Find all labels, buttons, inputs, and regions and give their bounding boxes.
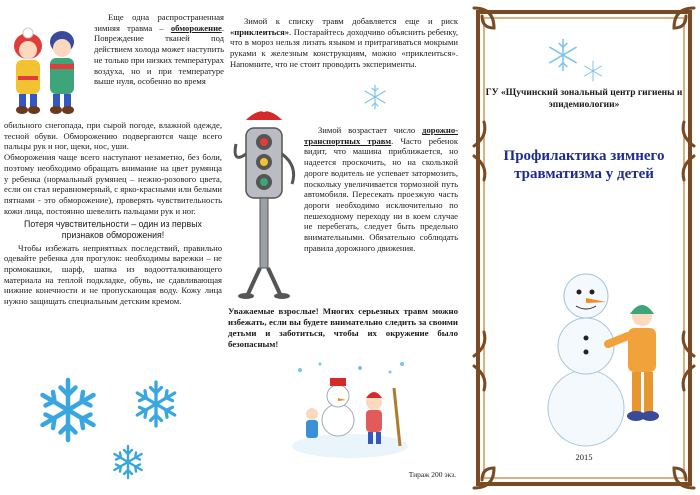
snowflake-icon <box>137 382 174 426</box>
snowflake-icon <box>362 84 388 110</box>
frostbite-subheading: Потеря чувствительности – один из первых признаков обморожения! <box>24 219 202 240</box>
child-building-snowman-illustration <box>524 248 674 448</box>
organization-name: ГУ «Щучинский зональный центр гигиены и эпидемиологии» <box>485 88 683 110</box>
adults-notice: Уважаемые взрослые! Многих серьезных травм можно избежать, если вы будете внимательно следить за своими детьми и заботиться, чтобы их окружение было безопасным! <box>228 306 458 349</box>
kids-with-snowman-illustration <box>290 358 410 458</box>
frostbite-body-continued: обильного снегопада, при сырой погоде, влажной одежде, тесной обуви. Обморожению подвергаются чаще всего пальцы рук и ног, щеки, нос, уши. <box>4 120 222 152</box>
frostbite-intro: Еще одна распространенная зимняя травма – обморожение. Повреждение тканей под действием холода может наступить не только при низких температурах воздуха, но и при температуре выше нуля, особенно во время <box>94 12 224 87</box>
panel-frostbite <box>0 0 226 495</box>
kids-in-winter-clothes-illustration <box>6 20 86 120</box>
frostbite-signs: Обморожения чаще всего наступают незаметно, без боли, поэтому необходимо обращать внимание на цвет румянца у ребенка (нормальный румянец – нежно-розового цвета, если он стал неравномерный, с ярко-красными или белыми пятнами - это обморожение), проверять чувствительность кожи лица, постоянно шевелить пальцами рук и ног. <box>4 152 222 216</box>
frostbite-term: обморожение <box>170 22 222 33</box>
snowflakes-decoration <box>28 370 188 485</box>
traffic-light-character-illustration <box>228 104 300 304</box>
brochure-title: Профилактика зимнего травматизма у детей <box>503 148 665 182</box>
panel-cover <box>464 0 700 495</box>
print-run: Тираж 200 экз. <box>408 470 456 479</box>
panel-injuries <box>228 0 460 495</box>
sticking-term: «приклеиться» <box>230 26 290 37</box>
road-injuries-term: дорожно-транспортных травм <box>304 125 458 146</box>
frostbite-body <box>4 120 222 307</box>
sticking-paragraph: Зимой к списку травм добавляется еще и риск «приклеиться». Постарайтесь доходчиво объяснить ребенку, что в мороз нельзя лизать языком и притрагиваться мокрыми руками к железным конструкциям, можно «приклеиться». Напомните, что не стоит проводить эксперименты. <box>230 16 458 69</box>
snowflake-icon <box>582 60 604 82</box>
road-injuries-paragraph: Зимой возрастает число дорожно-транспортных травм. Часто ребенок видит, что машина приближается, но надеется проскочить, но на скользкой дороге водитель не успевает затормозить, поскольку увеличивается тормозной путь автомобиля. Пересекать проезжую часть дороги необходимо исключительно по пешеходному переходу ни в коем случае не перебегать, следует быть предельно внимательными. Обязательно соблюдать правила дорожного движения. <box>304 125 458 253</box>
publication-year: 2015 <box>575 452 593 462</box>
snowflake-icon <box>43 380 94 440</box>
snowflake-icon <box>546 38 580 72</box>
snowflake-icon <box>114 446 141 478</box>
frostbite-prevention: Чтобы избежать неприятных последствий, правильно одевайте ребенка для прогулок: необходимы варежки – не промокашки, шарф, шапка из водоотталкивающего материала на теплой подкладке, обувь, не сдавливающая нижние конечности и не пропускающая воду. Кожу лица нужно защищать специальным детским кремом. <box>4 242 222 307</box>
